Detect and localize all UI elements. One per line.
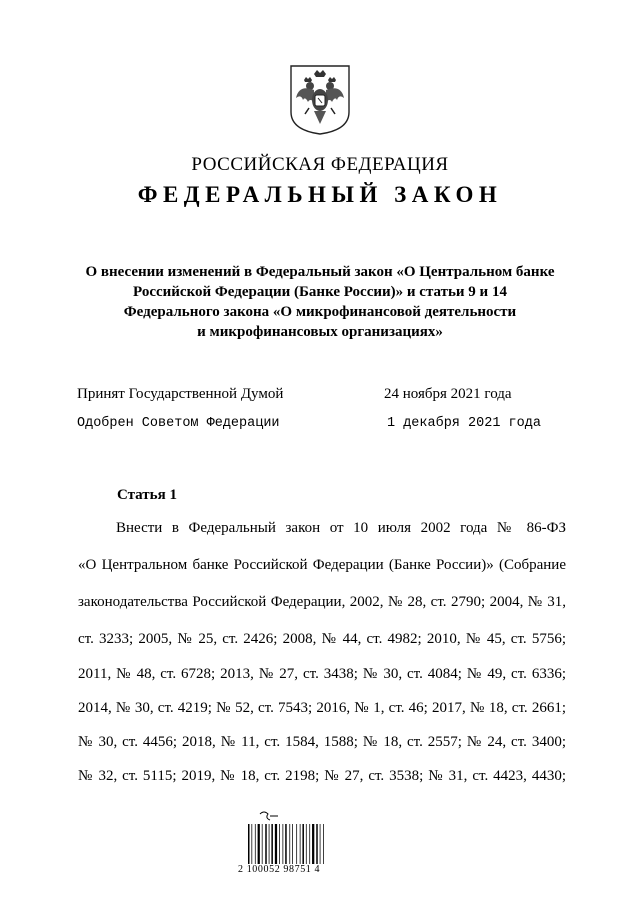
barcode-bar	[269, 824, 270, 864]
barcode-bar	[271, 824, 273, 864]
law-title-line: Федерального закона «О микрофинансовой деятельности	[123, 304, 517, 320]
barcode-bar	[283, 824, 284, 864]
article-line: законодательства Российской Федерации, 2002, № 28, ст. 2790; 2004, № 31,	[78, 594, 566, 610]
barcode-bar	[292, 824, 293, 864]
article-line: 2014, № 30, ст. 4219; № 52, ст. 7543; 2016, № 1, ст. 46; 2017, № 18, ст. 2661;	[78, 700, 566, 716]
barcode-bar	[320, 824, 321, 864]
barcode-icon	[246, 810, 334, 868]
barcode-bar	[323, 824, 324, 864]
article-line: № 30, ст. 4456; 2018, № 11, ст. 1584, 1588; № 18, ст. 2557; № 24, ст. 3400;	[78, 734, 566, 750]
barcode-bar	[279, 824, 280, 864]
barcode-bar	[248, 824, 250, 864]
duma-adoption-label: Принят Государственной Думой	[77, 386, 284, 402]
article-line: Внести в Федеральный закон от 10 июля 2002 года № 86-ФЗ	[116, 520, 566, 536]
article-heading: Статья 1	[117, 487, 177, 503]
barcode-bar	[262, 824, 263, 864]
barcode-bar	[300, 824, 301, 864]
barcode-bar	[251, 824, 252, 864]
country-name: РОССИЙСКАЯ ФЕДЕРАЦИЯ	[191, 154, 449, 175]
barcode-bar	[312, 824, 314, 864]
barcode-bar	[302, 824, 304, 864]
barcode-bar	[255, 824, 256, 864]
barcode-bar	[306, 824, 307, 864]
barcode-bar	[265, 824, 267, 864]
law-kind-heading: ФЕДЕРАЛЬНЫЙ ЗАКОН	[137, 182, 503, 207]
barcode-bar	[275, 824, 277, 864]
article-line: № 32, ст. 5115; 2019, № 18, ст. 2198; № 27, ст. 3538; № 31, ст. 4423, 4430;	[78, 768, 566, 784]
duma-adoption-date: 24 ноября 2021 года	[384, 386, 512, 402]
article-line: ст. 3233; 2005, № 25, ст. 2426; 2008, № 44, ст. 4982; 2010, № 45, ст. 5756;	[78, 631, 566, 647]
law-title-line: и микрофинансовых организациях»	[197, 324, 443, 340]
barcode-bar	[316, 824, 318, 864]
barcode-bar	[285, 824, 287, 864]
council-approval-date: 1 декабря 2021 года	[387, 416, 541, 431]
council-approval-label: Одобрен Советом Федерации	[77, 416, 280, 431]
barcode-bar	[309, 824, 310, 864]
barcode-bar	[258, 824, 260, 864]
barcode-number: 2 100052 98751 4	[238, 864, 321, 875]
barcode-bar	[296, 824, 297, 864]
law-title-line: Российской Федерации (Банке России)» и статьи 9 и 14	[133, 284, 507, 300]
barcode-bar	[289, 824, 290, 864]
law-title-line: О внесении изменений в Федеральный закон «О Центральном банке	[85, 264, 555, 280]
article-body	[78, 0, 566, 905]
article-line: 2011, № 48, ст. 6728; 2013, № 27, ст. 3438; № 30, ст. 4084; № 49, ст. 6336;	[78, 666, 566, 682]
article-line: «О Центральном банке Российской Федерации (Банке России)» (Собрание	[78, 557, 566, 573]
